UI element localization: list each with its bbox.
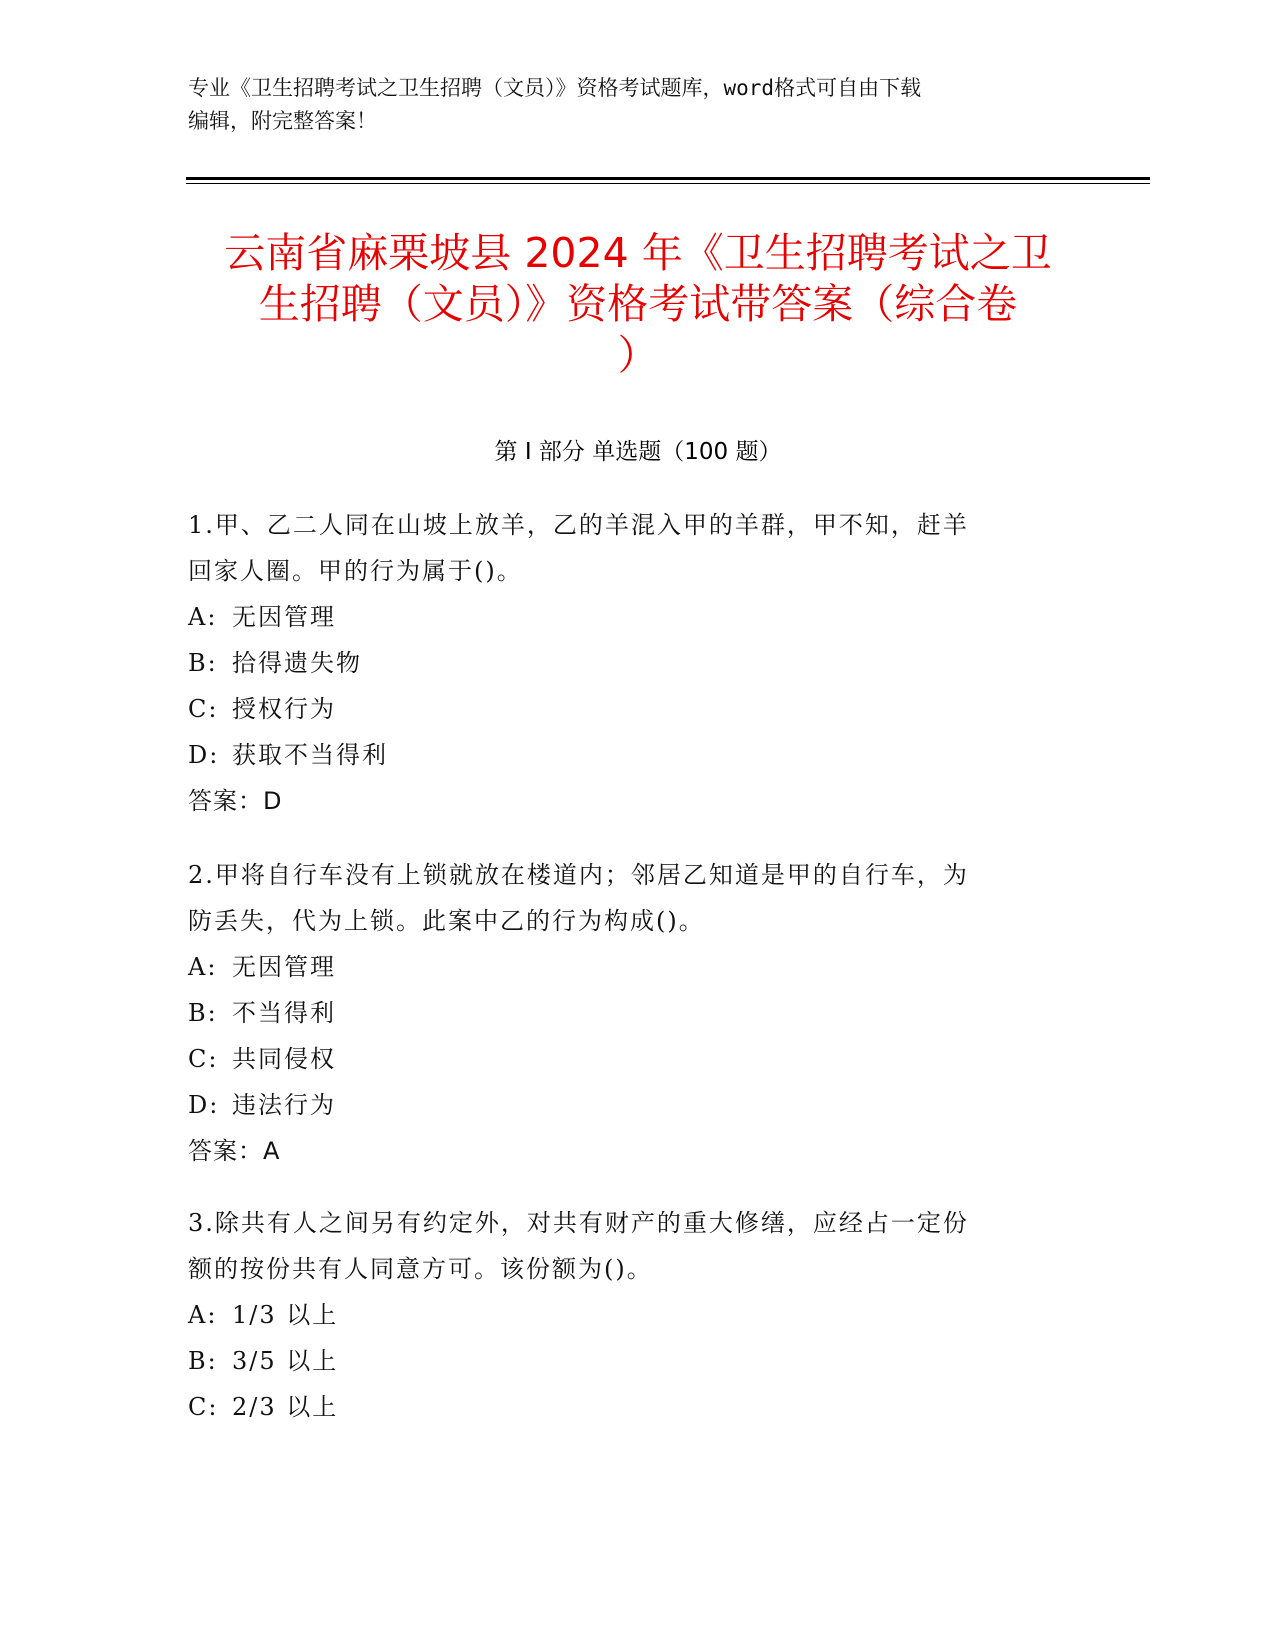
option-letter: D: xyxy=(188,741,220,769)
option-text: 授权行为 xyxy=(232,695,336,723)
option-letter: B: xyxy=(188,1347,218,1375)
option-b xyxy=(188,990,1068,1036)
header-note-line: 编辑，附完整答案！ xyxy=(188,109,377,133)
option-d xyxy=(188,1082,1068,1128)
option-text: 2/3 以上 xyxy=(232,1393,339,1421)
option-letter: C: xyxy=(188,695,219,723)
option-d xyxy=(188,732,1068,778)
question-3 xyxy=(188,1200,1068,1430)
answer: 答案：A xyxy=(188,1137,281,1165)
question-text: 3.除共有人之间另有约定外，对共有财产的重大修缮，应经占一定份 xyxy=(188,1209,969,1237)
header-note xyxy=(188,72,1088,138)
question-text: 回家人圈。甲的行为属于()。 xyxy=(188,557,523,585)
question-text: 防丢失，代为上锁。此案中乙的行为构成()。 xyxy=(188,907,705,935)
question-text: 2.甲将自行车没有上锁就放在楼道内；邻居乙知道是甲的自行车，为 xyxy=(188,861,969,889)
header-note-line: 专业《卫生招聘考试之卫生招聘（文员）》资格考试题库，word格式可自由下载 xyxy=(188,76,922,100)
option-a xyxy=(188,944,1068,990)
title-line: ） xyxy=(617,331,659,379)
header-rule-thin xyxy=(186,183,1150,184)
option-letter: C: xyxy=(188,1393,219,1421)
option-text: 3/5 以上 xyxy=(232,1347,339,1375)
option-c xyxy=(188,686,1068,732)
option-letter: B: xyxy=(188,999,218,1027)
option-letter: B: xyxy=(188,649,218,677)
document-title xyxy=(188,228,1088,381)
question-2 xyxy=(188,852,1068,1174)
question-text: 额的按份共有人同意方可。该份额为()。 xyxy=(188,1255,653,1283)
option-text: 无因管理 xyxy=(232,603,336,631)
title-line: 云南省麻栗坡县 2024 年《卫生招聘考试之卫 xyxy=(224,229,1052,277)
option-b xyxy=(188,1338,1068,1384)
option-text: 共同侵权 xyxy=(232,1045,336,1073)
option-letter: A: xyxy=(188,953,218,981)
option-text: 无因管理 xyxy=(232,953,336,981)
section-heading: 第 I 部分 单选题（100 题） xyxy=(494,439,782,465)
option-c xyxy=(188,1036,1068,1082)
option-text: 获取不当得利 xyxy=(232,741,388,769)
answer: 答案：D xyxy=(188,787,283,815)
option-letter: C: xyxy=(188,1045,219,1073)
title-line: 生招聘（文员）》资格考试带答案（综合卷 xyxy=(258,280,1018,328)
option-b xyxy=(188,640,1068,686)
option-text: 1/3 以上 xyxy=(232,1301,339,1329)
option-letter: A: xyxy=(188,1301,218,1329)
option-c xyxy=(188,1384,1068,1430)
option-text: 拾得遗失物 xyxy=(232,649,362,677)
option-text: 违法行为 xyxy=(232,1091,336,1119)
option-a xyxy=(188,1292,1068,1338)
question-text: 1.甲、乙二人同在山坡上放羊，乙的羊混入甲的羊群，甲不知，赶羊 xyxy=(188,511,969,539)
option-text: 不当得利 xyxy=(232,999,336,1027)
header-rule-thick xyxy=(186,177,1150,180)
option-a xyxy=(188,594,1068,640)
option-letter: D: xyxy=(188,1091,220,1119)
question-1 xyxy=(188,502,1068,824)
option-letter: A: xyxy=(188,603,218,631)
